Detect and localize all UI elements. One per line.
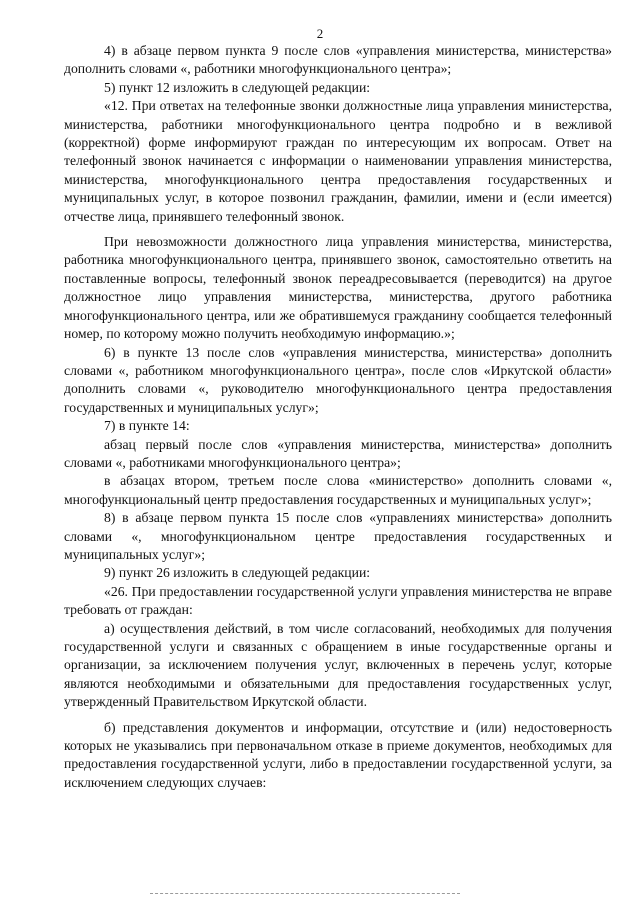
page-number: 2 bbox=[316, 26, 324, 41]
paragraph-item-7: 7) в пункте 14: bbox=[104, 418, 190, 434]
paragraph-clause-12: «12. При ответах на телефонные звонки должностные лица управления министерства, министерства, работники многофункционального центра подробно и в вежливой (корректной) форме информируют граждан по интересующим их вопросам. Ответ на телефонный звонок начинается с информации о наименовании управления министерства, министерства, многофункционального центра предоставления государственных и муниципальных услуг, в которое позвонил гражданин, фамилии, имени и (если имеется) отчестве лица, принявшего телефонный звонок. bbox=[64, 98, 612, 224]
paragraph-item-7-second-third-abzac: в абзацах втором, третьем после слова «министерство» дополнить словами «, многофункциональный центр предоставления государственных и муниципальных услуг»; bbox=[64, 473, 612, 507]
paragraph-subitem-b: б) представления документов и информации, отсутствие и (или) недостоверность которых не указывались при первоначальном отказе в приеме документов, необходимых для предоставления государственной услуги, либо в предоставлении государственной услуги, за исключением следующих случаев: bbox=[64, 719, 612, 790]
paragraph-item-8: 8) в абзаце первом пункта 15 после слов «управлениях министерства» дополнить словами «, многофункциональном центре предоставления государственных и муниципальных услуг»; bbox=[64, 510, 612, 562]
scan-artifact-line bbox=[150, 893, 460, 894]
paragraph-item-5: 5) пункт 12 изложить в следующей редакции: bbox=[104, 79, 371, 95]
paragraph-item-9: 9) пункт 26 изложить в следующей редакции: bbox=[104, 565, 371, 581]
document-body bbox=[64, 42, 612, 792]
paragraph-subitem-a: а) осуществления действий, в том числе согласований, необходимых для получения государственной услуги и связанных с обращением в иные государственные органы и организации, за исключением получения услуг, включенных в перечень услуг, которые являются необходимыми и обязательными для предоставления государственных услуг, утвержденный Правительством Иркутской области. bbox=[64, 620, 612, 710]
paragraph-clause-26: «26. При предоставлении государственной услуги управления министерства не вправе требовать от граждан: bbox=[64, 583, 612, 618]
paragraph-clause-12-continued: При невозможности должностного лица управления министерства, министерства, работника многофункционального центра, принявшего звонок, самостоятельно ответить на поставленные вопросы, телефонный звонок переадресовывается (переводится) на другое должностное лицо управления министерства, министерства, другого работника многофункционального центра, или же обратившемуся гражданину сообщается телефонный номер, по которому можно получить необходимую информацию.»; bbox=[64, 234, 612, 342]
paragraph-item-6: 6) в пункте 13 после слов «управления министерства, министерства» дополнить словами «, работником многофункционального центра», после слов «Иркутской области» дополнить словами «, руководителю многофункционального центра предоставления государственных и муниципальных услуг»; bbox=[64, 344, 612, 415]
paragraph-item-7-first-abzac: абзац первый после слов «управления министерства, министерства» дополнить словами «, работниками многофункционального центра»; bbox=[64, 436, 612, 470]
paragraph-item-4: 4) в абзаце первом пункта 9 после слов «управления министерства, министерства» дополнить словами «, работники многофункционального центра»; bbox=[64, 43, 612, 77]
